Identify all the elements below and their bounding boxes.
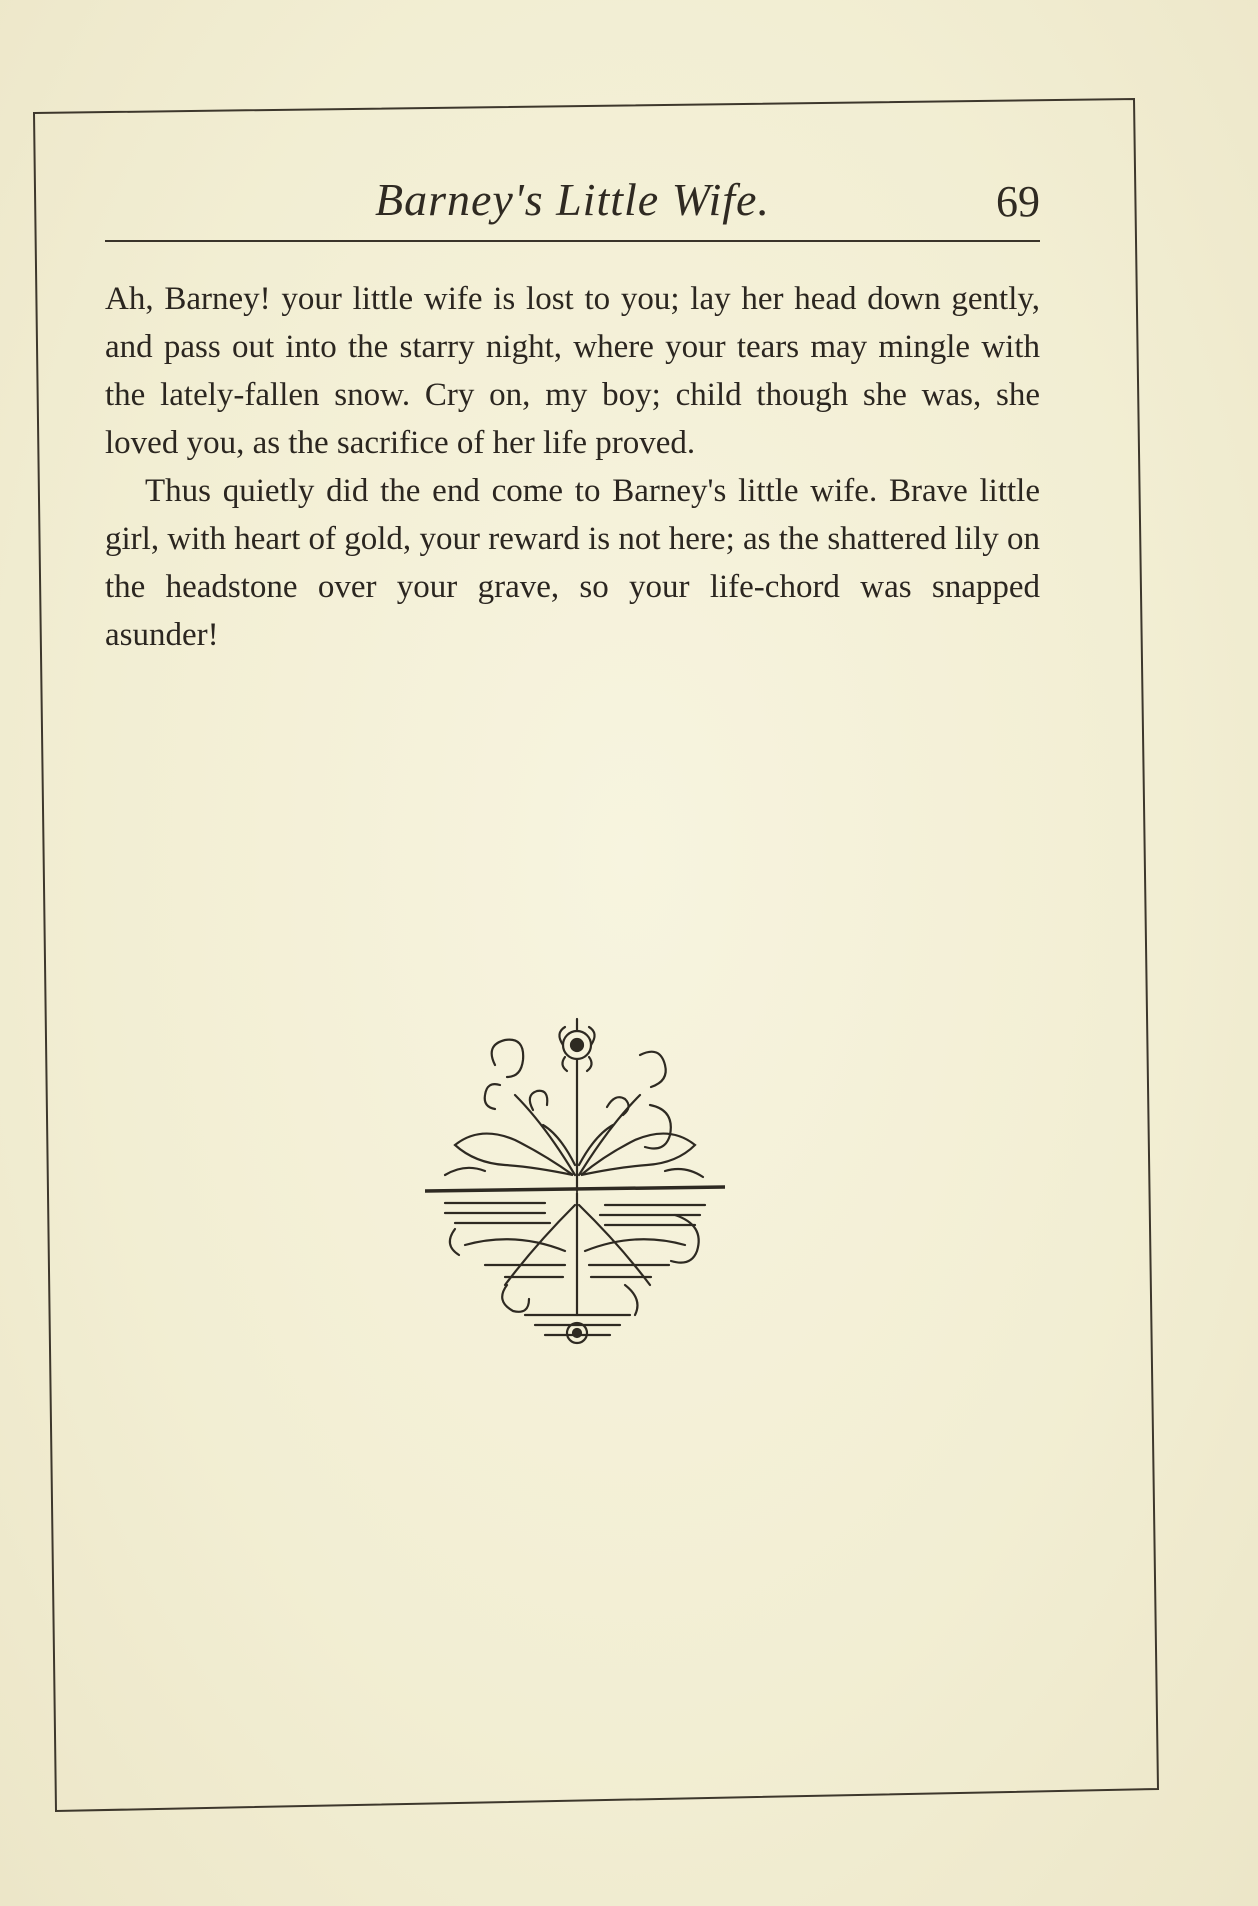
header-rule bbox=[105, 240, 1040, 242]
page-number: 69 bbox=[996, 177, 1040, 226]
body-text bbox=[105, 275, 1040, 659]
paragraph-1: Ah, Barney! your little wife is lost to you; lay her head down gently, and pass out into the starry night, where your tears may mingle with the lately-fallen snow. Cry on, my boy; child though she was, she loved you, as the sacrifice of her life proved. bbox=[105, 281, 1040, 461]
floral-vignette-icon bbox=[425, 1015, 725, 1355]
page-header-title: Barney's Little Wife. bbox=[375, 174, 770, 225]
paragraph-2: Thus quietly did the end come to Barney's little wife. Brave little girl, with heart of gold, your reward is not here; as the shattered lily on the headstone over your grave, so your life-chord was snapped asunder! bbox=[105, 473, 1040, 653]
running-head bbox=[105, 172, 1040, 236]
